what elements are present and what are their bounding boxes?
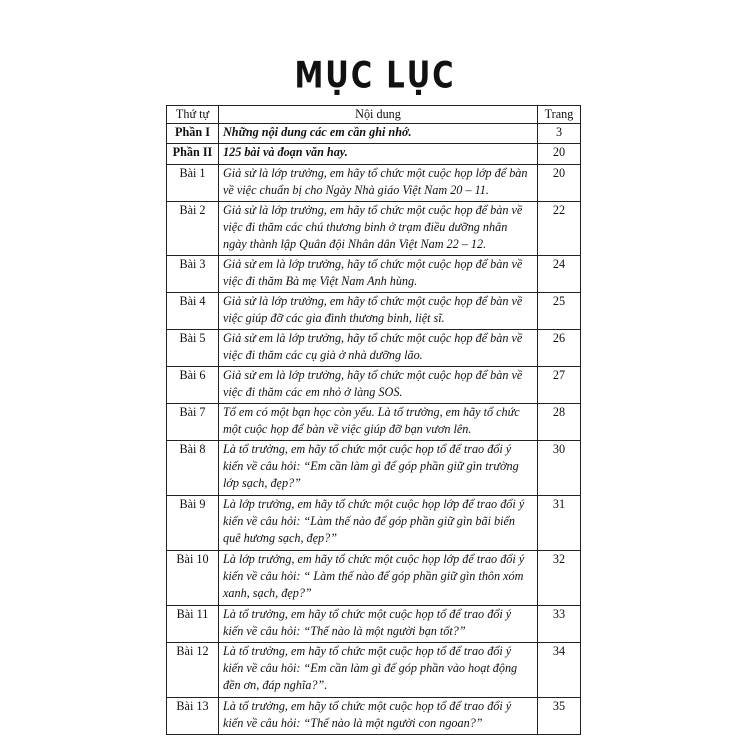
row-number: Bài 4 [167, 293, 219, 330]
row-page: 32 [538, 551, 581, 606]
row-number: Bài 5 [167, 330, 219, 367]
row-page: 28 [538, 404, 581, 441]
row-page: 22 [538, 202, 581, 256]
column-header-order: Thứ tự [167, 106, 219, 124]
row-number: Bài 11 [167, 606, 219, 643]
row-content: Những nội dung các em cần ghi nhớ. [219, 124, 538, 144]
row-content: Là lớp trưởng, em hãy tổ chức một cuộc họp lớp để trao đổi ý kiến về câu hỏi: “ Làm thế nào để góp phần giữ gìn thôn xóm xanh, sạch, đẹp?” [219, 551, 538, 606]
row-page: 20 [538, 144, 581, 165]
row-page: 34 [538, 643, 581, 698]
column-header-content: Nội dung [219, 106, 538, 124]
table-row [167, 256, 581, 293]
table-row [167, 551, 581, 606]
row-number: Bài 10 [167, 551, 219, 606]
row-number: Bài 6 [167, 367, 219, 404]
table-row [167, 643, 581, 698]
row-page: 31 [538, 496, 581, 551]
column-header-page: Trang [538, 106, 581, 124]
table-row [167, 367, 581, 404]
row-content: Giả sử em là lớp trưởng, hãy tổ chức một cuộc họp để bàn về việc đi thăm Bà mẹ Việt Nam Anh hùng. [219, 256, 538, 293]
row-number: Bài 3 [167, 256, 219, 293]
row-number: Bài 9 [167, 496, 219, 551]
row-number: Bài 2 [167, 202, 219, 256]
row-page: 20 [538, 165, 581, 202]
table-row [167, 404, 581, 441]
row-number: Bài 1 [167, 165, 219, 202]
row-content: Giả sử là lớp trưởng, em hãy tổ chức một cuộc họp lớp để bàn về việc chuẩn bị cho Ngày Nhà giáo Việt Nam 20 – 11. [219, 165, 538, 202]
table-row [167, 330, 581, 367]
row-page: 24 [538, 256, 581, 293]
row-content: Giả sử là lớp trưởng, em hãy tổ chức một cuộc họp để bàn về việc giúp đỡ các gia đình thương binh, liệt sĩ. [219, 293, 538, 330]
row-content: Giả sử là lớp trưởng, em hãy tổ chức một cuộc họp để bàn về việc đi thăm các chú thương binh ở trạm điều dưỡng nhân ngày thành lập Quân đội Nhân dân Việt Nam 22 – 12. [219, 202, 538, 256]
table-row [167, 165, 581, 202]
table-row [167, 202, 581, 256]
row-content: 125 bài và đoạn văn hay. [219, 144, 538, 165]
row-page: 26 [538, 330, 581, 367]
row-content: Là lớp trưởng, em hãy tổ chức một cuộc họp lớp để trao đổi ý kiến về câu hỏi: “Làm thế nào để góp phần giữ gìn bãi biển quê hương sạch, đẹp?” [219, 496, 538, 551]
row-number: Phần I [167, 124, 219, 144]
row-content: Là tổ trưởng, em hãy tổ chức một cuộc họp tổ để trao đổi ý kiến về câu hỏi: “Thế nào là một người con ngoan?” [219, 698, 538, 735]
table-of-contents [166, 105, 581, 735]
table-row [167, 441, 581, 496]
page-title: MỤC LỤC [294, 53, 456, 97]
row-content: Là tổ trưởng, em hãy tổ chức một cuộc họp tổ để trao đổi ý kiến về câu hỏi: “Em cần làm gì để góp phần giữ gìn trường lớp sạch, đẹp?” [219, 441, 538, 496]
table-row [167, 698, 581, 735]
table-header-row [167, 106, 581, 124]
row-page: 35 [538, 698, 581, 735]
row-content: Giả sử em là lớp trưởng, hãy tổ chức một cuộc họp để bàn về việc đi thăm các cụ già ở nhà dưỡng lão. [219, 330, 538, 367]
row-content: Là tổ trưởng, em hãy tổ chức một cuộc họp tổ để trao đổi ý kiến về câu hỏi: “Em cần làm gì để góp phần vào hoạt động đền ơn, đáp nghĩa?”. [219, 643, 538, 698]
table-row [167, 496, 581, 551]
row-number: Phần II [167, 144, 219, 165]
row-number: Bài 12 [167, 643, 219, 698]
row-content: Là tổ trưởng, em hãy tổ chức một cuộc họp tổ để trao đổi ý kiến về câu hỏi: “Thế nào là một người bạn tốt?” [219, 606, 538, 643]
table-row [167, 606, 581, 643]
table-row [167, 124, 581, 144]
row-number: Bài 7 [167, 404, 219, 441]
row-page: 3 [538, 124, 581, 144]
table-row [167, 293, 581, 330]
row-number: Bài 13 [167, 698, 219, 735]
row-number: Bài 8 [167, 441, 219, 496]
table-row [167, 144, 581, 165]
row-page: 25 [538, 293, 581, 330]
row-content: Tổ em có một bạn học còn yếu. Là tổ trưởng, em hãy tổ chức một cuộc họp để bàn về việc giúp đỡ bạn vươn lên. [219, 404, 538, 441]
row-page: 27 [538, 367, 581, 404]
row-page: 33 [538, 606, 581, 643]
row-page: 30 [538, 441, 581, 496]
row-content: Giả sử em là lớp trưởng, hãy tổ chức một cuộc họp để bàn về việc đi thăm các em nhỏ ở làng SOS. [219, 367, 538, 404]
